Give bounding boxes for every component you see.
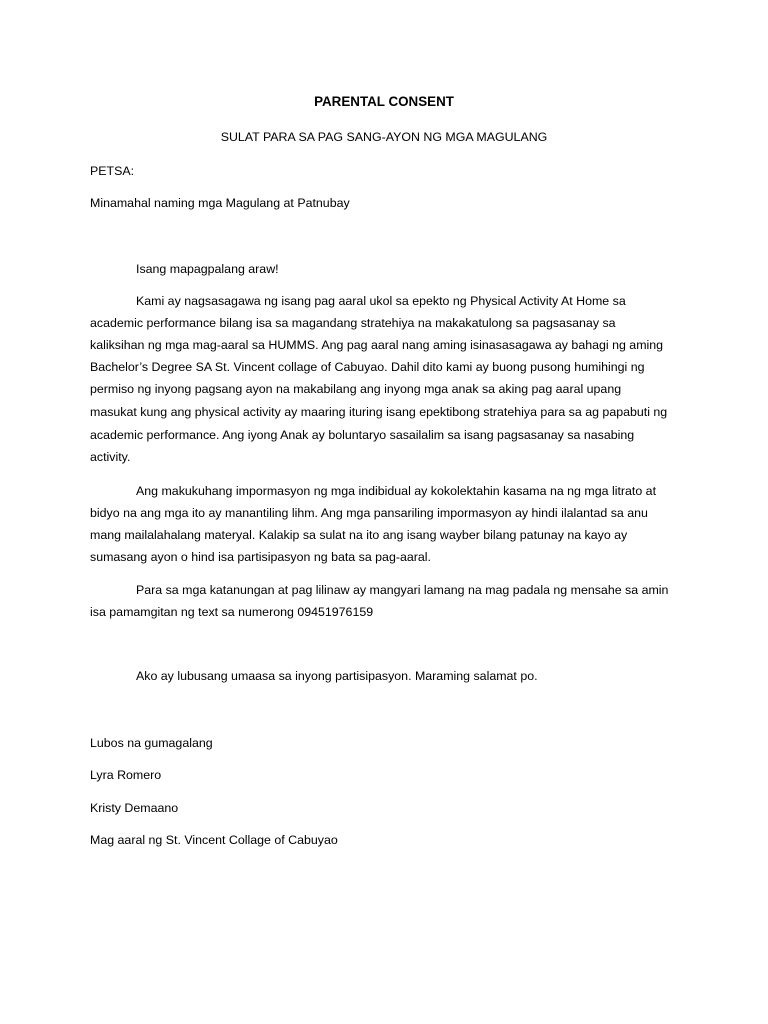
date-label: PETSA:: [90, 164, 135, 178]
paragraph-2-line: bidyo na ang mga ito ay manantiling lihm. Ang mga pansariling impormasyon ay hindi ilalantad sa anu: [90, 506, 648, 520]
paragraph-1-line: academic performance bilang isa sa magandang stratehiya na makakatulong sa pagsasanay sa: [90, 316, 616, 330]
paragraph-2-line: sumasang ayon o hind isa partisipasyon ng bata sa pag-aaral.: [90, 550, 431, 564]
paragraph-2-line: Ang makukuhang impormasyon ng mga indibidual ay kokolektahin kasama na ng mga litrato at: [136, 484, 657, 498]
paragraph-1-line: activity.: [90, 450, 131, 464]
paragraph-1-line: masukat kung ang physical activity ay maaring ituring isang epektibong stratehiya para sa ag papabuti ng: [90, 405, 668, 419]
paragraph-3-line: isa pamamgitan ng text sa numerong 09451976159: [90, 605, 374, 619]
signoff: Lubos na gumagalang: [90, 736, 213, 750]
paragraph-1-line: Kami ay nagsasagawa ng isang pag aaral ukol sa epekto ng Physical Activity At Home sa: [136, 294, 626, 308]
paragraph-2-line: mang mailalahalang materyal. Kalakip sa sulat na ito ang isang wayber bilang patunay na kayo ay: [90, 528, 628, 542]
paragraph-1-line: kaliksihan ng mga mag-aaral sa HUMMS. Ang pag aaral nang aming isinasasagawa ay bahagi ng aming: [90, 338, 664, 352]
paragraph-3-line: Para sa mga katanungan at pag lilinaw ay mangyari lamang na mag padala ng mensahe sa amin: [136, 583, 669, 597]
affiliation: Mag aaral ng St. Vincent Collage of Cabuyao: [90, 833, 338, 847]
signatory-name: Lyra Romero: [90, 768, 162, 782]
greeting: Isang mapagpalang araw!: [136, 262, 279, 276]
paragraph-1-line: permiso ng inyong pagsang ayon na makabilang ang inyong mga anak sa aking pag aaral upang: [90, 382, 622, 396]
document-title: PARENTAL CONSENT: [314, 94, 454, 109]
signatory-name: Kristy Demaano: [90, 801, 179, 815]
document-subtitle: SULAT PARA SA PAG SANG-AYON NG MGA MAGULANG: [220, 130, 548, 144]
paragraph-1-line: Bachelor’s Degree SA St. Vincent collage of Cabuyao. Dahil dito kami ay buong pusong humihingi ng: [90, 360, 645, 374]
salutation: Minamahal naming mga Magulang at Patnubay: [90, 196, 350, 210]
closing-line: Ako ay lubusang umaasa sa inyong partisipasyon. Maraming salamat po.: [136, 669, 538, 683]
paragraph-1-line: academic performance. Ang iyong Anak ay boluntaryo sasailalim sa isang pagsasanay sa nasabing: [90, 428, 635, 442]
